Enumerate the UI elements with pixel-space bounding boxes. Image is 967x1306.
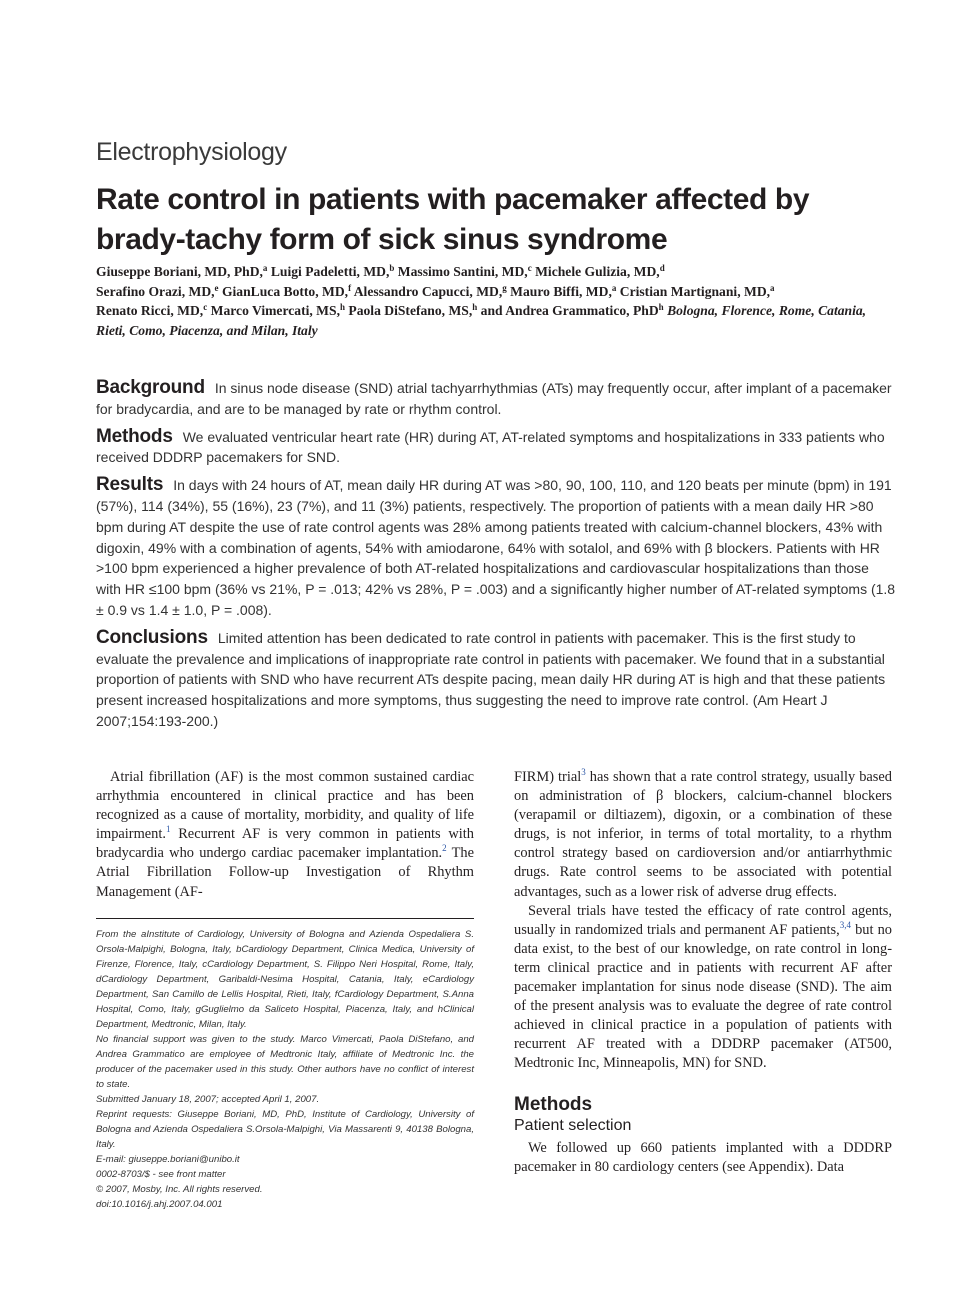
author-line-3 (96, 301, 896, 340)
footnote-doi[interactable]: doi:10.1016/j.ahj.2007.04.001 (96, 1199, 223, 1210)
affiliation-mark: f (348, 282, 352, 293)
footnote-funding: No financial support was given to the study. Marco Vimercati, Paola DiStefano, and Andrea Grammatico are employee of Medtronic Italy, affiliate of Medtronic Inc. the producer of the pacemaker used in this study. Other authors have no conflict of interest to state. (96, 1034, 474, 1090)
abstract-heading: Conclusions (96, 626, 208, 648)
author: Paola DiStefano, MS, (345, 303, 473, 318)
author: Serafino Orazi, MD, (96, 283, 215, 299)
author: Giuseppe Boriani, MD, PhD, (96, 264, 263, 279)
body-text: The Atrial Fibrillation Follow-up Investigation of Rhythm Management (AF- (96, 845, 475, 900)
abstract-text: Limited attention has been dedicated to rate control in patients with pacemaker. This is the first study to evaluate the prevalence and implications of inappropriate rate control in patients with pacemaker. We found that in a substantial proportion of patients with SND who have recurrent ATs despite pacing, mean daily HR during AT is high and that these patients present increased hospitalizations and more symptoms, thus suggesting the need to improve rate control. (Am Heart J 2007;154:193-200.) (96, 629, 886, 729)
author: Renato Ricci, MD, (96, 303, 204, 318)
author: GianLuca Botto, MD, (218, 283, 349, 299)
subsection-heading: Patient selection (514, 1116, 632, 1134)
author: Luigi Padeletti, MD, (267, 264, 390, 279)
body-paragraph (96, 768, 474, 902)
affiliation-mark: c (203, 302, 208, 312)
abstract-heading: Results (96, 474, 164, 496)
affiliation-mark: g (502, 282, 507, 293)
body-text: Recurrent AF is very common in patients with bradycardia who undergo cardiac pacemaker implantation. (96, 826, 474, 862)
body-paragraph (514, 768, 892, 902)
footnote-issn: 0002-8703/$ - see front matter (96, 1169, 226, 1180)
body-text: FIRM) trial (514, 769, 582, 785)
citation-link[interactable]: 2 (442, 843, 447, 854)
abstract-results (96, 475, 896, 621)
affiliation-mark: h (472, 302, 478, 312)
footnote-email[interactable]: E-mail: giuseppe.boriani@unibo.it (96, 1154, 240, 1165)
section-label: Electrophysiology (96, 138, 287, 166)
footnote-reprint: Reprint requests: Giuseppe Boriani, MD, PhD, Institute of Cardiology, University of Bologna and Azienda Ospedaliera S.Orsola-Malpighi, Via Massarenti 9, 40138 Bologna, Italy. (96, 1109, 474, 1150)
affiliation-mark: a (262, 263, 268, 273)
author-line-1 (96, 262, 896, 282)
footnote-submitted: Submitted January 18, 2007; accepted April 1, 2007. (96, 1094, 320, 1105)
abstract-heading: Methods (96, 425, 173, 447)
abstract (96, 378, 896, 739)
author: and Andrea Grammatico, PhD (477, 303, 659, 318)
author: Mauro Biffi, MD, (506, 283, 612, 299)
author: Michele Gulizia, MD, (531, 264, 660, 279)
body-text: but no data exist, to the best of our knowledge, on rate control in long-term clinical practice and in patients with recurrent AF after pacemaker implantation for sinus node disease (SND). The aim of the present analysis was to evaluate the degree of rate control achieved in clinical practice in a population of patients with recurrent AF treated with a DDDRP pacemaker (AT500, Medtronic Inc, Minneapolis, MN) for SND. (514, 921, 892, 1072)
author-line-2 (96, 282, 896, 302)
abstract-methods (96, 427, 896, 469)
affiliation-mark: h (658, 302, 664, 312)
author: Alessandro Capucci, MD, (351, 283, 503, 299)
body-column-right (514, 768, 892, 1177)
article-title: Rate control in patients with pacemaker affected by brady-tachy form of sick sinus syndrome (96, 183, 810, 256)
author-locations: Bologna, Florence, Rome, Catania, Rieti, Como, Piacenza, and Milan, Italy (96, 303, 867, 338)
body-column-left (96, 768, 474, 902)
author: Marco Vimercati, MS, (207, 303, 340, 318)
citation-link[interactable]: 1 (165, 824, 171, 835)
affiliation-mark: h (339, 302, 345, 312)
body-text: Atrial fibrillation (AF) is the most common sustained cardiac arrhythmia encountered in clinical practice and has been recognized as a cause of mortality, morbidity, and quality of life impairment. (96, 769, 474, 843)
abstract-text: We evaluated ventricular heart rate (HR) during AT, AT-related symptoms and hospitalizations in 333 patients who received DDDRP pacemakers for SND. (96, 428, 885, 466)
methods-heading: Methods (514, 1093, 593, 1115)
affiliation-mark: b (389, 263, 395, 273)
author-list (96, 262, 896, 340)
footnote-divider (96, 918, 474, 919)
body-paragraph: We followed up 660 patients implanted with a DDDRP pacemaker in 80 cardiology centers (see Appendix). Data (514, 1139, 892, 1175)
footnotes (96, 927, 474, 1212)
abstract-text: In days with 24 hours of AT, mean daily HR during AT was >80, 90, 100, 110, and 120 beats per minute (bpm) in 191 (57%), 114 (34%), 55 (16%), 23 (7%), and 11 (3%) patients, respectively. The proportion of patients with a mean daily HR >80 bpm during AT despite the use of rate control agents was 28% among patients treated with calcium-channel blockers, 43% with digoxin, 49% with a combination of agents, 54% with amiodarone, 64% with sotalol, and 69% with β blockers. Patients with HR >100 bpm experienced a higher prevalence of both AT-related hospitalizations and cardiovascular hospitalizations than those with HR ≤100 bpm (36% vs 21%, P = .013; 42% vs 28%, P = .003) and a significantly higher number of AT-related symptoms (1.8 ± 0.9 vs 1.4 ± 1.0, P = .008). (96, 477, 896, 618)
footnote-copyright: © 2007, Mosby, Inc. All rights reserved. (96, 1184, 263, 1195)
abstract-conclusions (96, 628, 896, 732)
body-text: Several trials have tested the efficacy of rate control agents, usually in randomized trials and permanent AF patients, (514, 902, 892, 938)
affiliation-mark: e (214, 282, 219, 293)
affiliation-mark: a (770, 282, 775, 293)
abstract-heading: Background (96, 377, 205, 398)
body-text: has shown that a rate control strategy, usually based on administration of β blockers, calcium-channel blockers (verapamil or diltiazem), digoxin, or a combination of these drugs, is not inferior, in terms of total mortality, to a rhythm control strategy based on cardioversion and/or antiarrhythmic drugs. Rate control seems to be associated with potential advantages, such as a lower risk of adverse drug effects. (514, 769, 892, 900)
affiliation-mark: d (659, 263, 665, 273)
citation-link[interactable]: 3,4 (839, 919, 851, 930)
footnote-affiliations: From the aInstitute of Cardiology, University of Bologna and Azienda Ospedaliera S. Orsola-Malpighi, Bologna, Italy, bCardiology Department, Clinica Medica, University of Firenze, Florence, Italy, cCardiology Department, S. Filippo Neri Hospital, Rome, Italy, dCardiology Department, Garibaldi-Nesima Hospital, Catania, Italy, eCardiology Department, San Camillo de Lellis Hospital, Rieti, Italy, fCardiology Department, S.Anna Hospital, Como, Italy, gGuglielmo da Saliceto Hospital, Piacenza, Italy, and hClinical Department, Medtronic, Milan, Italy. (96, 929, 474, 1030)
body-paragraph (514, 902, 892, 1074)
abstract-background (96, 378, 896, 420)
abstract-text: In sinus node disease (SND) atrial tachyarrhythmias (ATs) may frequently occur, after implant of a pacemaker for bradycardia, and are to be managed by rate or rhythm control. (96, 380, 892, 417)
affiliation-mark: a (611, 282, 617, 293)
citation-link[interactable]: 3 (581, 767, 586, 777)
author: Cristian Martignani, MD, (616, 283, 771, 299)
author: Massimo Santini, MD, (394, 264, 528, 279)
affiliation-mark: c (527, 263, 532, 273)
